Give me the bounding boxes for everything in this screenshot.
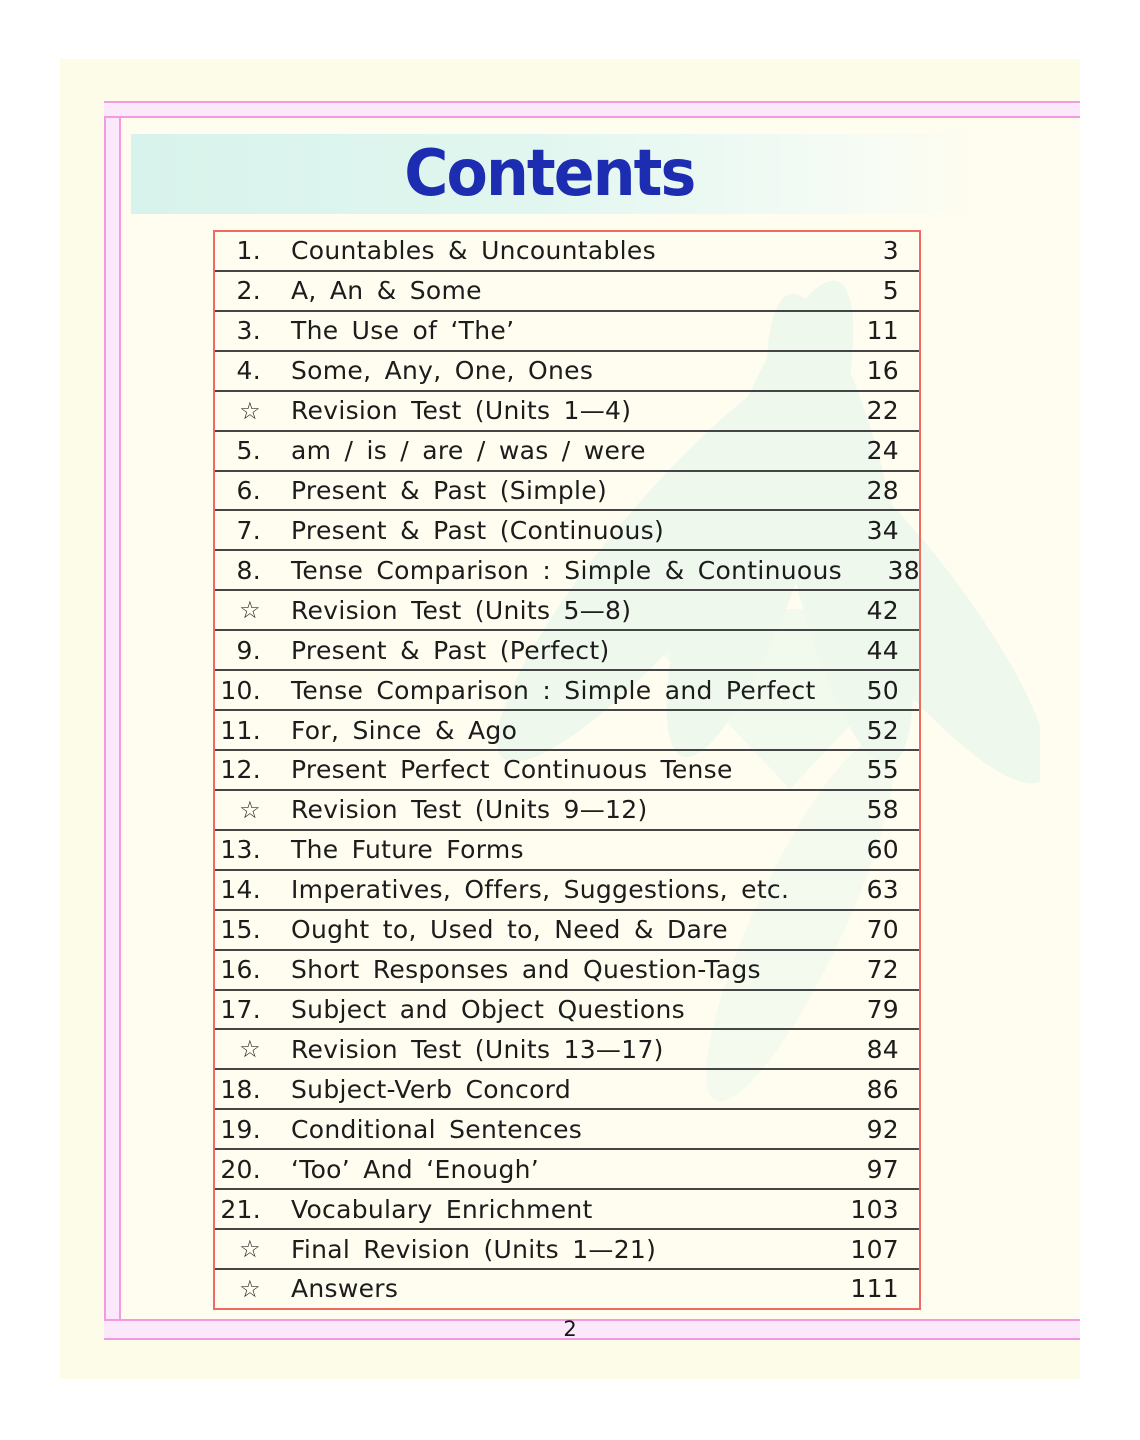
entry-page-number: 111 [850, 1274, 899, 1304]
entry-title: Short Responses and Question-Tags [291, 955, 761, 985]
entry-title: The Use of ‘The’ [291, 316, 515, 346]
entry-number: 7. [236, 515, 261, 545]
entry-page-number: 5 [882, 276, 899, 306]
entry-title: Some, Any, One, Ones [291, 356, 594, 386]
star-icon: ☆ [239, 1274, 261, 1303]
toc-row [215, 1070, 919, 1110]
star-icon: ☆ [239, 596, 261, 625]
entry-number: 4. [236, 356, 261, 386]
entry-title: Present & Past (Continuous) [291, 515, 665, 545]
entry-title: Final Revision (Units 1—21) [291, 1234, 657, 1264]
page-title: Contents [404, 137, 695, 211]
entry-page-number: 44 [866, 635, 899, 665]
entry-number: 15. [220, 915, 261, 945]
entry-title: ‘Too’ And ‘Enough’ [291, 1154, 540, 1184]
toc-row [215, 232, 919, 272]
entry-title: Revision Test (Units 13—17) [291, 1034, 664, 1064]
entry-number: 10. [220, 675, 261, 705]
star-icon: ☆ [239, 396, 261, 425]
toc-row [215, 991, 919, 1031]
entry-page-number: 107 [850, 1234, 899, 1264]
entry-title: Revision Test (Units 9—12) [291, 795, 648, 825]
entry-page-number: 34 [866, 515, 899, 545]
entry-page-number: 84 [866, 1034, 899, 1064]
entry-page-number: 22 [866, 396, 899, 426]
entry-page-number: 50 [866, 675, 899, 705]
toc-row [215, 472, 919, 512]
toc-row-special [215, 392, 919, 432]
toc-row [215, 751, 919, 791]
entry-title: Countables & Uncountables [291, 236, 656, 266]
entry-page-number: 63 [866, 875, 899, 905]
entry-title: Present & Past (Perfect) [291, 635, 610, 665]
entry-title: Present & Past (Simple) [291, 475, 608, 505]
entry-title: Tense Comparison : Simple & Continuous [291, 555, 842, 585]
toc-row [215, 831, 919, 871]
star-icon: ☆ [239, 795, 261, 824]
entry-number: 1. [236, 236, 261, 266]
entry-title: Revision Test (Units 5—8) [291, 595, 632, 625]
entry-number: 9. [236, 635, 261, 665]
entry-page-number: 70 [866, 915, 899, 945]
entry-title: For, Since & Ago [291, 715, 518, 745]
star-icon: ☆ [239, 1035, 261, 1064]
toc-row [215, 671, 919, 711]
frame-band-left [104, 101, 121, 1340]
toc-row [215, 711, 919, 751]
entry-title: The Future Forms [291, 835, 524, 865]
entry-number: 2. [236, 276, 261, 306]
entry-title: Imperatives, Offers, Suggestions, etc. [291, 875, 790, 905]
entry-number: 8. [236, 555, 261, 585]
entry-number: 17. [220, 994, 261, 1024]
entry-title: Subject and Object Questions [291, 994, 685, 1024]
entry-page-number: 58 [866, 795, 899, 825]
entry-page-number: 38 [887, 555, 920, 585]
entry-number: 3. [236, 316, 261, 346]
entry-number: 12. [220, 755, 261, 785]
entry-page-number: 42 [866, 595, 899, 625]
entry-page-number: 16 [866, 356, 899, 386]
footer-page-number: 2 [563, 1317, 577, 1341]
toc-row [215, 551, 919, 591]
entry-title: A, An & Some [291, 276, 482, 306]
book-page [60, 59, 1080, 1379]
entry-title: Tense Comparison : Simple and Perfect [291, 675, 816, 705]
toc-row-special [215, 591, 919, 631]
entry-title: Revision Test (Units 1—4) [291, 396, 632, 426]
entry-number: 21. [220, 1194, 261, 1224]
entry-number: 16. [220, 955, 261, 985]
entry-page-number: 55 [866, 755, 899, 785]
frame-band-top [104, 101, 1080, 118]
star-icon: ☆ [239, 1235, 261, 1263]
toc-row-special [215, 791, 919, 831]
entry-title: Vocabulary Enrichment [291, 1194, 593, 1224]
entry-page-number: 52 [866, 715, 899, 745]
entry-number: 19. [220, 1114, 261, 1144]
entry-page-number: 72 [866, 955, 899, 985]
contents-table [213, 230, 921, 1310]
toc-row [215, 1110, 919, 1150]
entry-page-number: 92 [866, 1114, 899, 1144]
entry-title: Ought to, Used to, Need & Dare [291, 915, 728, 945]
entry-number: 6. [236, 475, 261, 505]
entry-number: 14. [220, 875, 261, 905]
toc-row [215, 871, 919, 911]
entry-number: 20. [220, 1154, 261, 1184]
toc-row [215, 312, 919, 352]
entry-page-number: 11 [866, 316, 899, 346]
entry-number: 11. [220, 715, 261, 745]
entry-page-number: 24 [866, 436, 899, 466]
entry-page-number: 28 [866, 475, 899, 505]
entry-title: Subject-Verb Concord [291, 1074, 571, 1104]
entry-page-number: 3 [882, 236, 899, 266]
entry-page-number: 97 [866, 1154, 899, 1184]
toc-row [215, 432, 919, 472]
entry-number: 5. [236, 436, 261, 466]
toc-row [215, 511, 919, 551]
entry-title: am / is / are / was / were [291, 436, 646, 466]
title-strip [131, 134, 968, 214]
toc-row [215, 1190, 919, 1230]
entry-title: Conditional Sentences [291, 1114, 583, 1144]
toc-row-special [215, 1030, 919, 1070]
toc-row [215, 352, 919, 392]
entry-page-number: 60 [866, 835, 899, 865]
entry-number: 13. [220, 835, 261, 865]
entry-page-number: 86 [866, 1074, 899, 1104]
toc-row [215, 911, 919, 951]
entry-page-number: 103 [850, 1194, 899, 1224]
toc-row [215, 1150, 919, 1190]
toc-row [215, 272, 919, 312]
toc-row [215, 951, 919, 991]
toc-row-special [215, 1270, 919, 1308]
toc-row [215, 631, 919, 671]
toc-row-special [215, 1230, 919, 1270]
entry-title: Present Perfect Continuous Tense [291, 755, 733, 785]
entry-page-number: 79 [866, 994, 899, 1024]
entry-number: 18. [220, 1074, 261, 1104]
entry-title: Answers [291, 1274, 399, 1304]
